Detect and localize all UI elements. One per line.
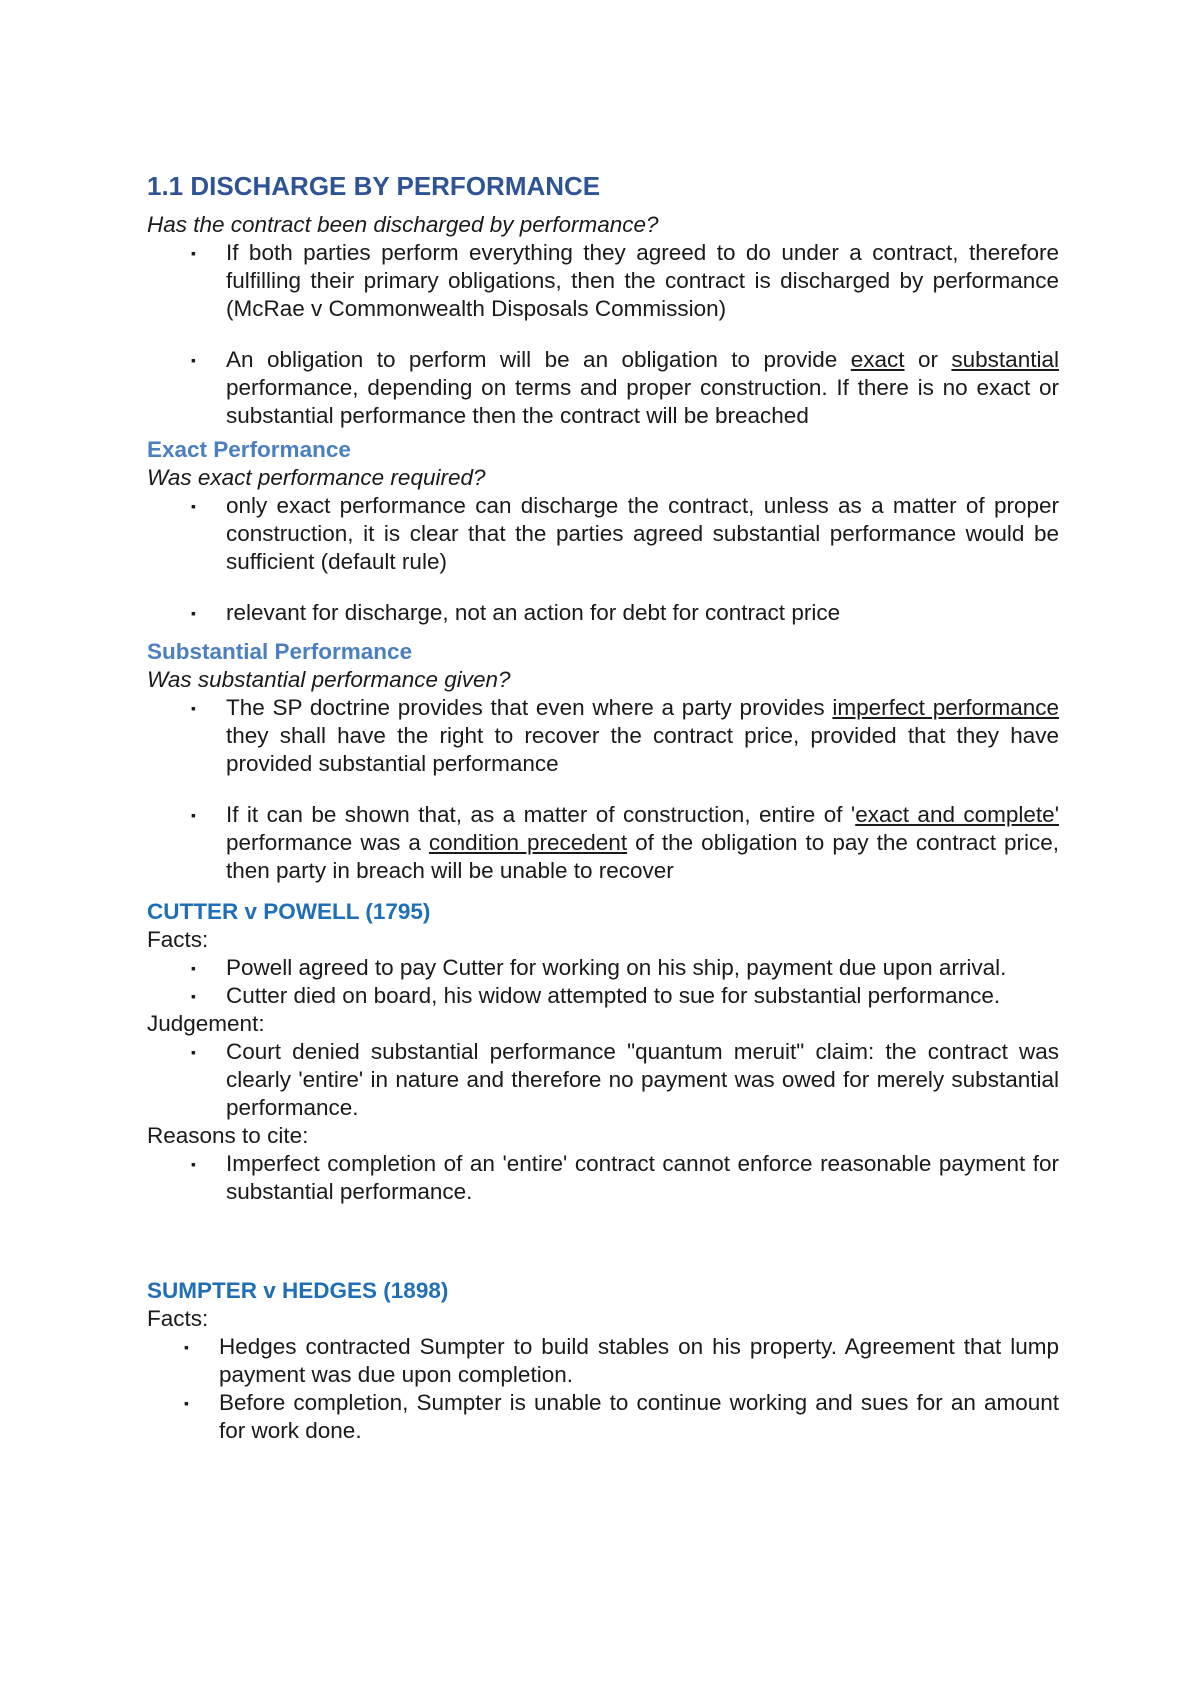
section-question: Was substantial performance given? bbox=[147, 667, 511, 692]
list-item: ▪ Powell agreed to pay Cutter for working on his ship, payment due upon arrival. bbox=[191, 955, 1007, 980]
square-bullet-icon: ▪ bbox=[191, 245, 196, 261]
substantial-performance-section bbox=[147, 638, 1059, 885]
document-page bbox=[147, 0, 1059, 1698]
square-bullet-icon: ▪ bbox=[191, 498, 196, 514]
exact-bullets bbox=[147, 492, 1059, 627]
underlined-term-substantial: substantial bbox=[951, 347, 1059, 372]
square-bullet-icon: ▪ bbox=[191, 1156, 196, 1172]
case-cutter-v-powell bbox=[147, 898, 1059, 1206]
judgement-bullets bbox=[147, 1038, 1059, 1122]
square-bullet-icon: ▪ bbox=[191, 807, 196, 823]
substantial-bullets bbox=[147, 694, 1059, 885]
judgement-label: Judgement: bbox=[147, 1011, 265, 1036]
section-heading: Substantial Performance bbox=[147, 639, 413, 664]
square-bullet-icon: ▪ bbox=[184, 1395, 189, 1411]
facts-label: Facts: bbox=[147, 1306, 209, 1331]
list-item: ▪ Before completion, Sumpter is unable to continue working and sues for an amount for work done. bbox=[184, 1390, 1059, 1443]
page-title: 1.1 DISCHARGE BY PERFORMANCE bbox=[147, 171, 601, 201]
list-item: ▪ The SP doctrine provides that even where a party provides imperfect performance they shall have the right to recover the contract price, provided that they have provided substantial performance bbox=[191, 695, 1059, 776]
list-item: ▪ Imperfect completion of an 'entire' contract cannot enforce reasonable payment for substantial performance. bbox=[191, 1151, 1059, 1204]
list-item: ▪ Court denied substantial performance "quantum meruit" claim: the contract was clearly 'entire' in nature and therefore no payment was owed for merely substantial performance. bbox=[191, 1039, 1059, 1120]
square-bullet-icon: ▪ bbox=[191, 700, 196, 716]
square-bullet-icon: ▪ bbox=[191, 352, 196, 368]
section-question: Was exact performance required? bbox=[147, 465, 486, 490]
list-item: ▪ relevant for discharge, not an action for debt for contract price bbox=[191, 600, 841, 625]
square-bullet-icon: ▪ bbox=[191, 960, 196, 976]
reasons-bullets bbox=[147, 1150, 1059, 1206]
list-item: ▪ only exact performance can discharge the contract, unless as a matter of proper construction, it is clear that the parties agreed substantial performance would be sufficient (default rule) bbox=[191, 493, 1059, 574]
facts-label: Facts: bbox=[147, 927, 209, 952]
underlined-term: imperfect performance bbox=[832, 695, 1059, 720]
underlined-term: condition precedent bbox=[428, 830, 628, 855]
square-bullet-icon: ▪ bbox=[184, 1339, 189, 1355]
section-heading: Exact Performance bbox=[147, 437, 351, 462]
list-item: ▪ If both parties perform everything they agreed to do under a contract, therefore fulfilling their primary obligations, then the contract is discharged by performance (McRae v Commonwealth Disposals Commission) bbox=[191, 240, 1059, 321]
facts-bullets bbox=[147, 954, 1059, 1010]
underlined-term: exact and complete' bbox=[855, 802, 1059, 827]
list-item: ▪ If it can be shown that, as a matter of construction, entire of 'exact and complete' performance was a condition precedent of the obligation to pay the contract price, then party in breach will be unable to recover bbox=[191, 802, 1059, 883]
case-heading: CUTTER v POWELL (1795) bbox=[147, 899, 431, 924]
list-item: ▪ Hedges contracted Sumpter to build stables on his property. Agreement that lump payment was due upon completion. bbox=[184, 1334, 1059, 1387]
case-sumpter-v-hedges bbox=[147, 1277, 1059, 1445]
intro-bullets bbox=[147, 239, 1059, 430]
square-bullet-icon: ▪ bbox=[191, 1044, 196, 1060]
square-bullet-icon: ▪ bbox=[191, 988, 196, 1004]
square-bullet-icon: ▪ bbox=[191, 605, 196, 621]
facts-bullets bbox=[147, 1333, 1059, 1445]
list-item: ▪ Cutter died on board, his widow attempted to sue for substantial performance. bbox=[191, 983, 1001, 1008]
exact-performance-section bbox=[147, 436, 1059, 627]
intro-section bbox=[147, 211, 1059, 430]
underlined-term-exact: exact bbox=[850, 347, 905, 372]
case-heading: SUMPTER v HEDGES (1898) bbox=[147, 1278, 449, 1303]
list-item: ▪ An obligation to perform will be an obligation to provide exact or substantial performance, depending on terms and proper construction. If there is no exact or substantial performance then the contract will be breached bbox=[191, 347, 1059, 428]
intro-question: Has the contract been discharged by performance? bbox=[147, 212, 659, 237]
reasons-label: Reasons to cite: bbox=[147, 1123, 309, 1148]
